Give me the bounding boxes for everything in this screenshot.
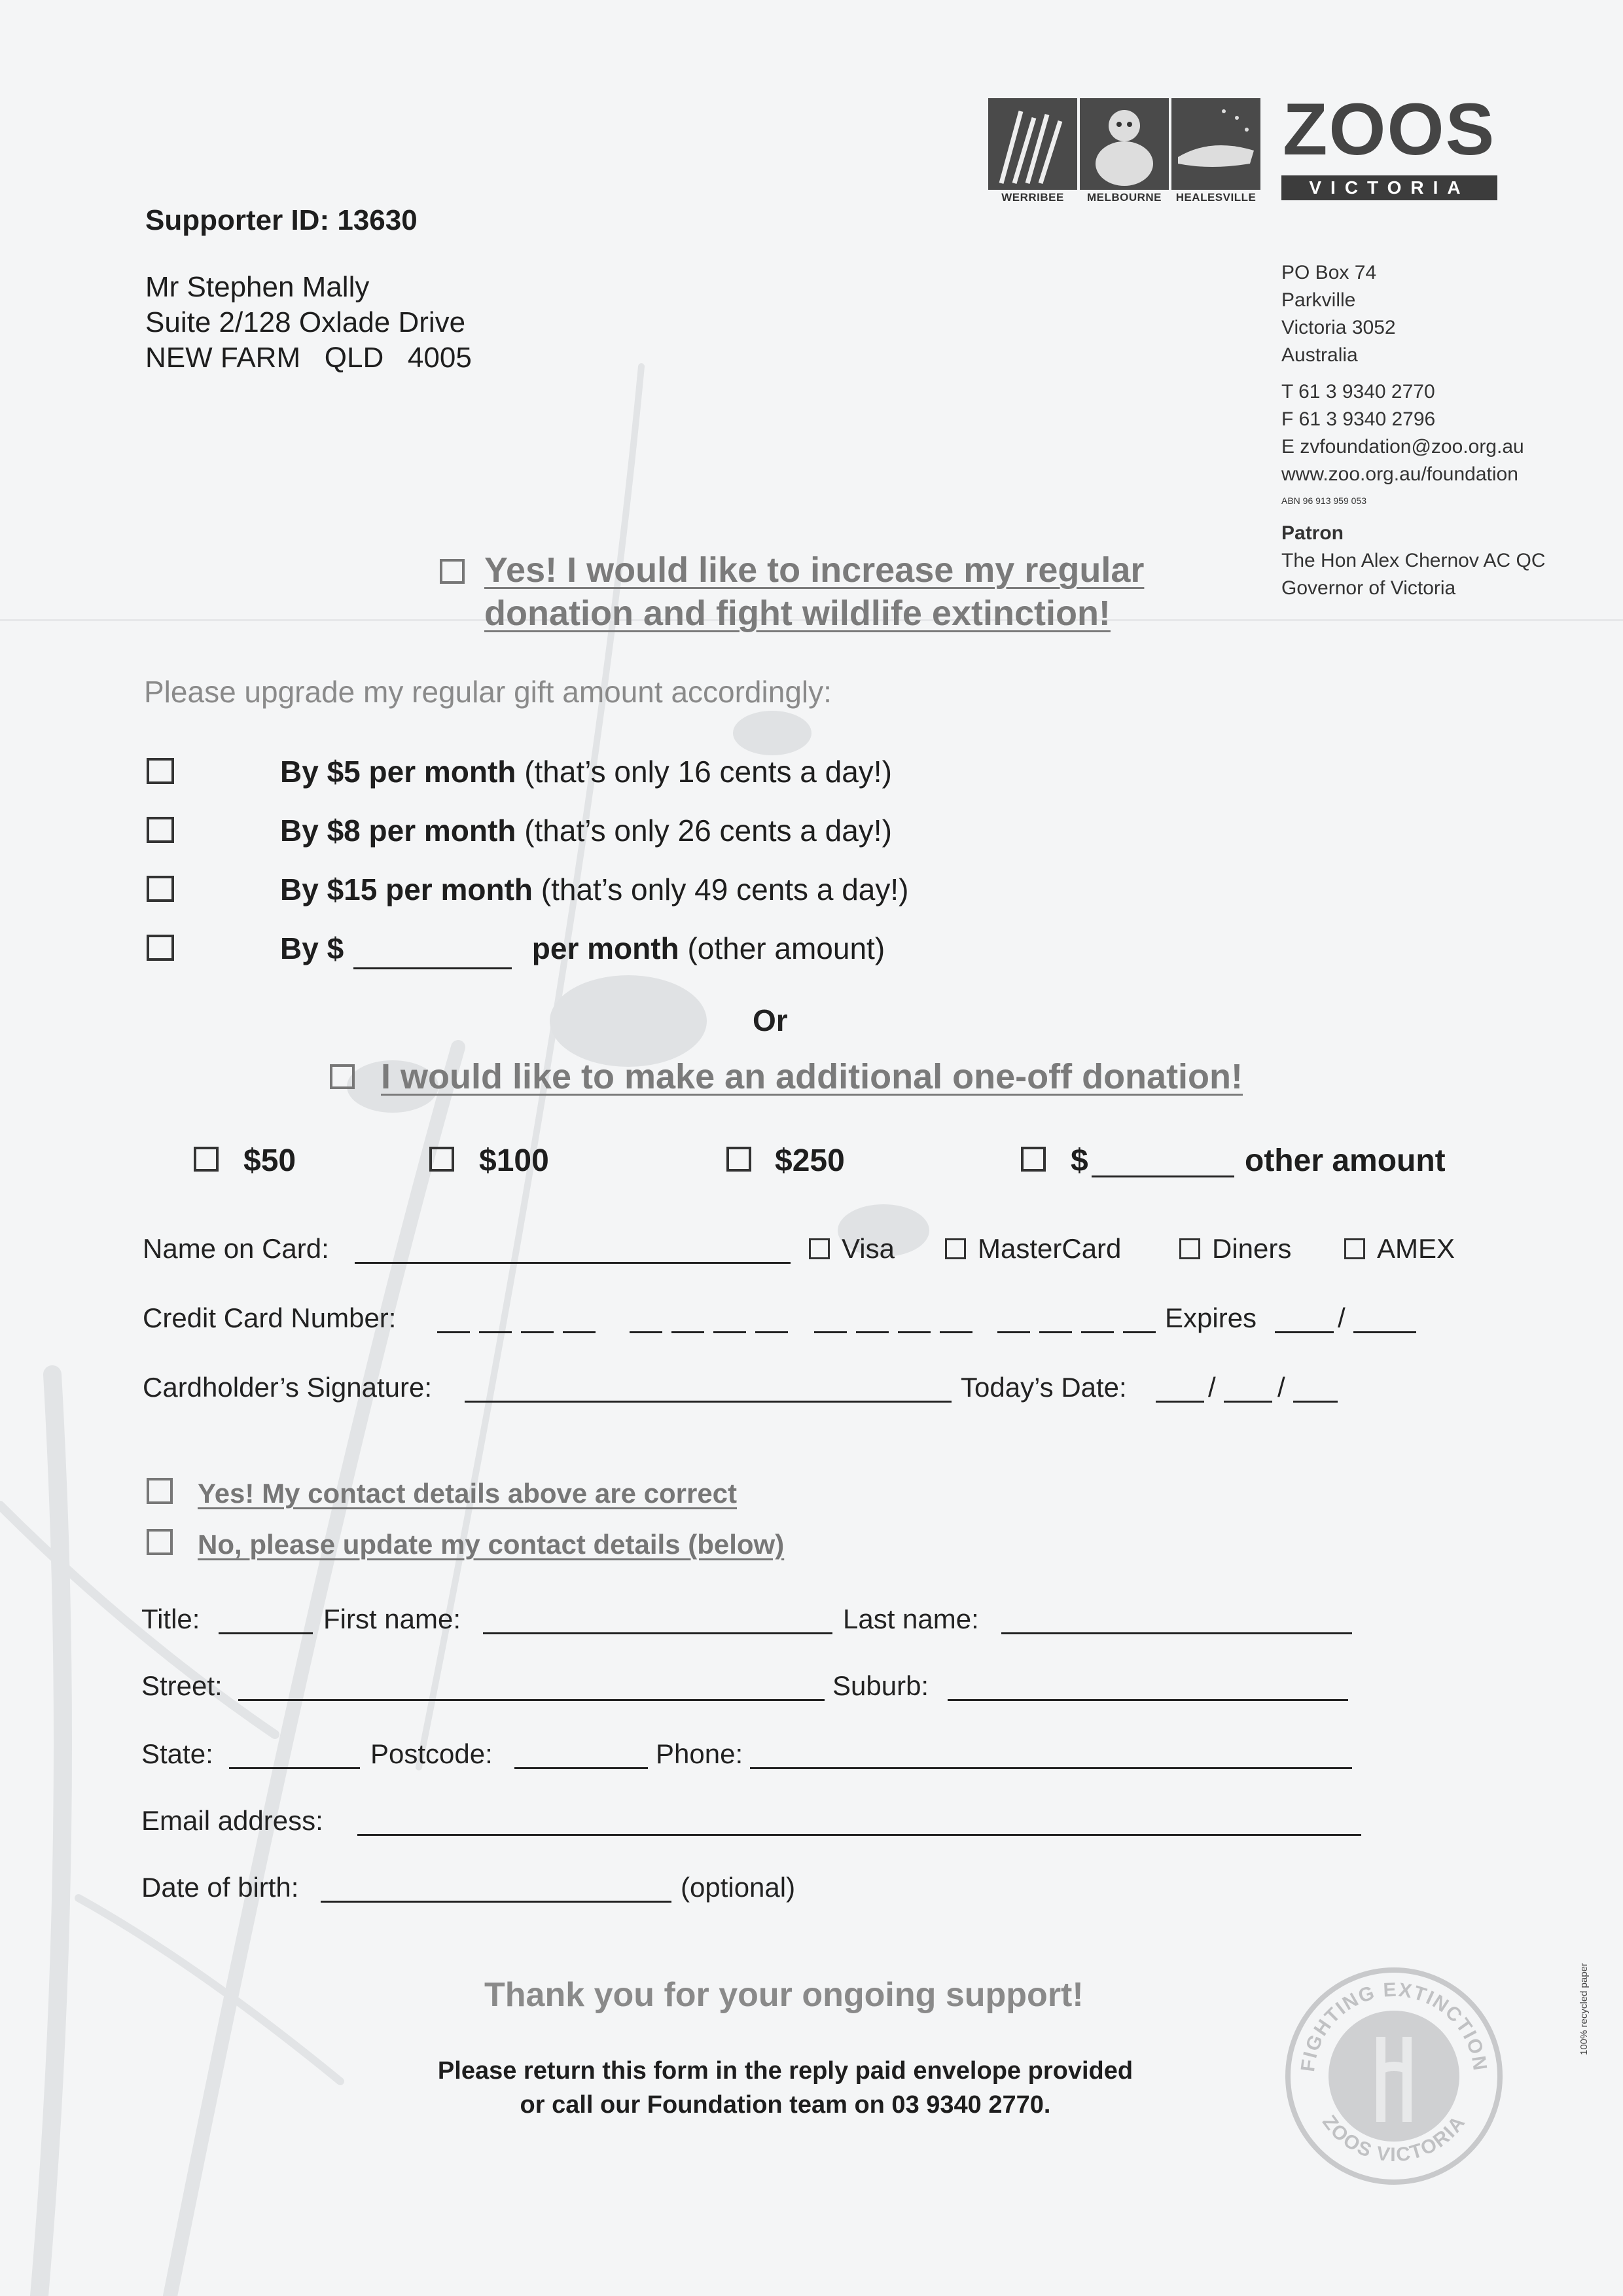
one-off-donation-checkbox[interactable] [330,1064,355,1089]
details-update-checkbox[interactable] [147,1529,173,1555]
date-separator-2: / [1277,1372,1285,1403]
seal-top-text: FIGHTING EXTINCTION [1296,1979,1491,2073]
patron-name: The Hon Alex Chernov AC QC [1281,550,1546,571]
mastercard-checkbox[interactable] [945,1238,966,1259]
title-label: Title: [141,1604,200,1634]
amex-label: AMEX [1377,1233,1455,1264]
option-8-amount: By $8 per month [280,814,516,848]
dob-optional-note: (optional) [681,1872,796,1903]
option-5-checkbox[interactable] [147,758,174,784]
option-5-note: (that’s only 16 cents a day!) [516,755,892,789]
email-label: Email address: [141,1805,323,1836]
signature-line[interactable] [465,1401,952,1403]
last-name-line[interactable] [1001,1632,1352,1634]
name-on-card-label: Name on Card: [143,1233,329,1264]
recipient-street: Suite 2/128 Oxlade Drive [145,306,466,338]
amex-checkbox[interactable] [1344,1238,1365,1259]
details-correct-label: Yes! My contact details above are correct [198,1478,738,1509]
option-other-suffix-label [524,931,885,966]
state-line[interactable] [229,1767,360,1769]
amount-50-label: $50 [243,1143,296,1178]
contact-abn: ABN 96 913 959 053 [1281,495,1366,506]
amount-50-checkbox[interactable] [194,1147,219,1172]
street-label: Street: [141,1670,223,1701]
or-separator: Or [753,1003,788,1037]
card-number-label: Credit Card Number: [143,1302,397,1333]
expires-month-line[interactable] [1275,1331,1334,1333]
signature-label: Cardholder’s Signature: [143,1372,433,1403]
platypus-icon [1171,98,1260,190]
diners-label: Diners [1212,1233,1292,1264]
recycled-paper-note: 100% recycled paper [1578,1963,1590,2055]
amount-250-checkbox[interactable] [726,1147,751,1172]
postcode-line[interactable] [514,1767,648,1769]
option-other-checkbox[interactable] [147,935,174,961]
increase-donation-heading: Yes! I would like to increase my regular donation and fight wildlife extinction! [484,550,1145,633]
date-day-line[interactable] [1156,1401,1204,1403]
patron-title: Governor of Victoria [1281,577,1456,599]
supporter-id: Supporter ID: 13630 [145,204,418,236]
contact-phone: T 61 3 9340 2770 [1281,381,1435,403]
option-other-suffix: per month [524,931,679,965]
details-update-label: No, please update my contact details (below) [198,1529,785,1560]
amount-other-line[interactable] [1092,1175,1234,1177]
contact-suburb: Parkville [1281,289,1356,311]
dob-label: Date of birth: [141,1872,299,1903]
contact-country: Australia [1281,344,1358,366]
option-5-label [280,754,892,789]
logo-caption-melbourne: MELBOURNE [1086,191,1162,204]
option-15-note: (that’s only 49 cents a day!) [533,872,909,906]
logo-caption-healesville: HEALESVILLE [1175,191,1257,204]
street-line[interactable] [238,1699,825,1701]
date-month-line[interactable] [1224,1401,1272,1403]
amount-other-prefix: $ [1071,1143,1088,1178]
amount-other-suffix: other amount [1245,1143,1446,1178]
amount-100-label: $100 [479,1143,549,1178]
phone-label: Phone: [656,1738,743,1769]
first-name-label: First name: [323,1604,461,1634]
amount-250-label: $250 [775,1143,845,1178]
gorilla-icon [1080,98,1169,190]
suburb-label: Suburb: [832,1670,929,1701]
expires-year-line[interactable] [1353,1331,1416,1333]
option-15-amount: By $15 per month [280,872,533,906]
increase-donation-checkbox[interactable] [440,559,465,584]
date-year-line[interactable] [1293,1401,1338,1403]
thank-you-message: Thank you for your ongoing support! [484,1976,1084,2014]
visa-checkbox[interactable] [809,1238,830,1259]
expires-label: Expires [1165,1302,1257,1333]
option-other-label [280,931,344,966]
amount-other-checkbox[interactable] [1021,1147,1046,1172]
postcode-label: Postcode: [370,1738,493,1769]
suburb-line[interactable] [948,1699,1348,1701]
recipient-name: Mr Stephen Mally [145,271,370,303]
return-line-1: Please return this form in the reply paid envelope provided [437,2057,1133,2085]
option-5-amount: By $5 per month [280,755,516,789]
email-line[interactable] [357,1834,1361,1836]
zebra-icon [988,98,1077,190]
option-15-checkbox[interactable] [147,876,174,902]
state-label: State: [141,1738,213,1769]
one-off-donation-heading: I would like to make an additional one-off donation! [381,1057,1243,1096]
option-other-prefix: By $ [280,931,344,965]
contact-email: E zvfoundation@zoo.org.au [1281,436,1524,457]
seal-bottom-text: ZOOS VICTORIA [1318,2111,1471,2166]
contact-state-line: Victoria 3052 [1281,317,1396,338]
name-on-card-line[interactable] [355,1262,791,1264]
logo-caption-werribee: WERRIBEE [1001,191,1064,204]
logo-victoria-bar: VICTORIA [1281,175,1497,200]
recipient-city-line: NEW FARM QLD 4005 [145,342,472,374]
expires-separator: / [1338,1302,1346,1333]
zoos-victoria-logo [988,88,1505,209]
amount-100-checkbox[interactable] [429,1147,454,1172]
logo-wordmark: ZOOS [1283,88,1496,170]
diners-checkbox[interactable] [1179,1238,1200,1259]
todays-date-label: Today’s Date: [961,1372,1127,1403]
option-other-note: (other amount) [679,931,885,965]
dob-line[interactable] [321,1901,671,1903]
date-separator-1: / [1208,1372,1216,1403]
option-8-label [280,813,892,848]
option-15-label [280,872,908,907]
organisation-contact-block [1281,259,1546,602]
upgrade-subtitle: Please upgrade my regular gift amount accordingly: [144,675,832,709]
mastercard-label: MasterCard [978,1233,1122,1264]
patron-label: Patron [1281,522,1344,544]
contact-fax: F 61 3 9340 2796 [1281,408,1436,430]
last-name-label: Last name: [843,1604,979,1634]
visa-label: Visa [842,1233,895,1264]
option-other-amount-line[interactable] [353,967,512,969]
recipient-address [145,270,472,376]
contact-po-box: PO Box 74 [1281,262,1377,283]
option-8-note: (that’s only 26 cents a day!) [516,814,892,848]
return-instructions [366,2054,1204,2122]
fighting-extinction-seal [1283,1965,1505,2187]
first-name-line[interactable] [483,1632,832,1634]
option-8-checkbox[interactable] [147,817,174,843]
title-line[interactable] [219,1632,313,1634]
return-line-2: or call our Foundation team on 03 9340 2770. [520,2091,1051,2119]
details-correct-checkbox[interactable] [147,1478,173,1504]
phone-line[interactable] [750,1767,1352,1769]
contact-website: www.zoo.org.au/foundation [1281,463,1518,485]
